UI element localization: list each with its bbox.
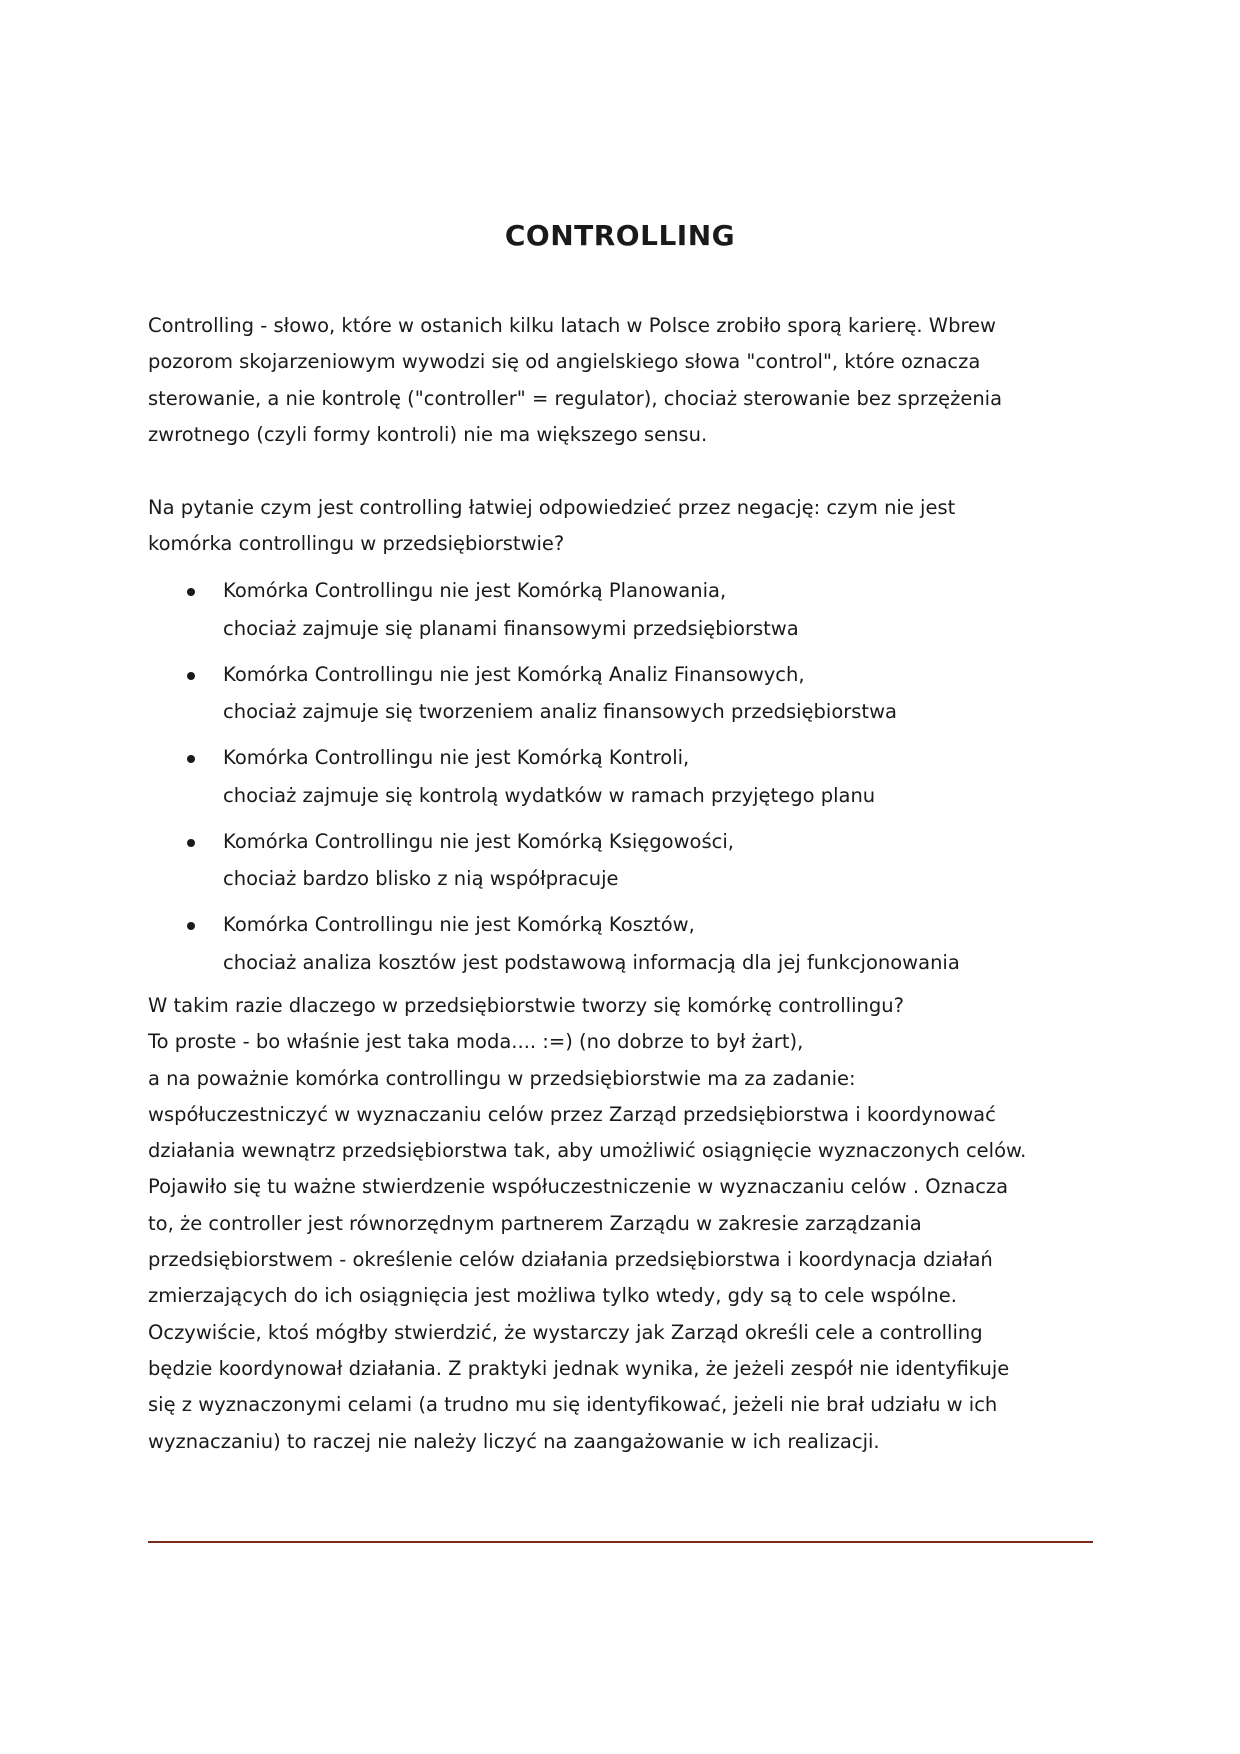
paragraph-line: Oczywiście, ktoś mógłby stwierdzić, że wystarczy jak Zarząd określi cele a controlling (148, 1320, 983, 1344)
paragraph-line: przedsiębiorstwem - określenie celów działania przedsiębiorstwa i koordynacja działań (148, 1248, 993, 1272)
list-item (148, 906, 1108, 990)
bullet-line-detail: chociaż analiza kosztów jest podstawową informacją dla jej funkcjonowania (223, 950, 960, 974)
paragraph-line: a na poważnie komórka controllingu w przedsiębiorstwie ma za zadanie: (148, 1066, 856, 1090)
bullet-line-detail: chociaż bardzo blisko z nią współpracuje (223, 867, 619, 890)
paragraph-line: sterowanie, a nie kontrolę ("controller" = regulator), chociaż sterowanie bez sprzężenia (148, 386, 1003, 410)
bullet-icon (187, 672, 195, 680)
intro-paragraph (148, 308, 1108, 454)
list-item (148, 739, 1108, 823)
footer-divider (148, 1541, 1093, 1543)
paragraph-line: komórka controllingu w przedsiębiorstwie? (148, 532, 565, 556)
list-item (148, 823, 1108, 907)
bullet-icon (187, 839, 195, 847)
paragraph-line: Pojawiło się tu ważne stwierdzenie współuczestniczenie w wyznaczaniu celów . Oznacza (148, 1175, 1009, 1199)
bullet-line-detail: chociaż zajmuje się tworzeniem analiz finansowych przedsiębiorstwa (223, 700, 897, 723)
paragraph-line: pozorom skojarzeniowym wywodzi się od angielskiego słowa "control", które oznacza (148, 350, 981, 374)
negation-bullet-list (148, 572, 1108, 990)
paragraph-line: zmierzających do ich osiągnięcia jest możliwa tylko wtedy, gdy są to cele wspólne. (148, 1284, 957, 1308)
paragraph-line: współuczestniczyć w wyznaczaniu celów przez Zarząd przedsiębiorstwa i koordynować (148, 1102, 996, 1126)
paragraph-line: będzie koordynował działania. Z praktyki jednak wynika, że jeżeli zespół nie identyfikuje (148, 1356, 1010, 1380)
paragraph-line: To proste - bo właśnie jest taka moda.... :=) (no dobrze to był żart), (148, 1030, 804, 1054)
paragraph-line: Controlling - słowo, które w ostanich kilku latach w Polsce zrobiło sporą karierę. Wbrew (148, 314, 996, 337)
bullet-icon (187, 755, 195, 763)
paragraph-line: to, że controller jest równorzędnym partnerem Zarządu w zakresie zarządzania (148, 1211, 922, 1235)
page-title: CONTROLLING (504, 219, 736, 252)
bullet-line-main: Komórka Controllingu nie jest Komórką Analiz Finansowych, (223, 662, 805, 686)
bullet-line-main: Komórka Controllingu nie jest Komórką Kontroli, (223, 746, 690, 769)
paragraph-line: się z wyznaczonymi celami (a trudno mu się identyfikować, jeżeli nie brał udziału w ich (148, 1393, 998, 1417)
paragraph-line: zwrotnego (czyli formy kontroli) nie ma większego sensu. (148, 423, 708, 447)
paragraph-line: wyznaczaniu) to raczej nie należy liczyć na zaangażowanie w ich realizacji. (148, 1429, 880, 1453)
bullet-line-main: Komórka Controllingu nie jest Komórką Planowania, (223, 579, 727, 602)
paragraph-line: działania wewnątrz przedsiębiorstwa tak, aby umożliwić osiągnięcie wyznaczonych celów. (148, 1139, 1027, 1163)
list-item (148, 656, 1108, 740)
list-item (148, 572, 1108, 656)
paragraph-line: W takim razie dlaczego w przedsiębiorstwie tworzy się komórkę controllingu? (148, 994, 904, 1017)
bullet-line-detail: chociaż zajmuje się kontrolą wydatków w ramach przyjętego planu (223, 783, 876, 807)
bullet-icon (187, 922, 195, 930)
question-paragraph (148, 490, 1108, 563)
paragraph-line: Na pytanie czym jest controlling łatwiej odpowiedzieć przez negację: czym nie jest (148, 496, 956, 519)
explanation-paragraph (148, 988, 1108, 1460)
bullet-line-main: Komórka Controllingu nie jest Komórką Kosztów, (223, 913, 695, 936)
bullet-line-main: Komórka Controllingu nie jest Komórką Księgowości, (223, 829, 734, 853)
bullet-icon (187, 588, 195, 596)
bullet-line-detail: chociaż zajmuje się planami finansowymi przedsiębiorstwa (223, 616, 799, 640)
